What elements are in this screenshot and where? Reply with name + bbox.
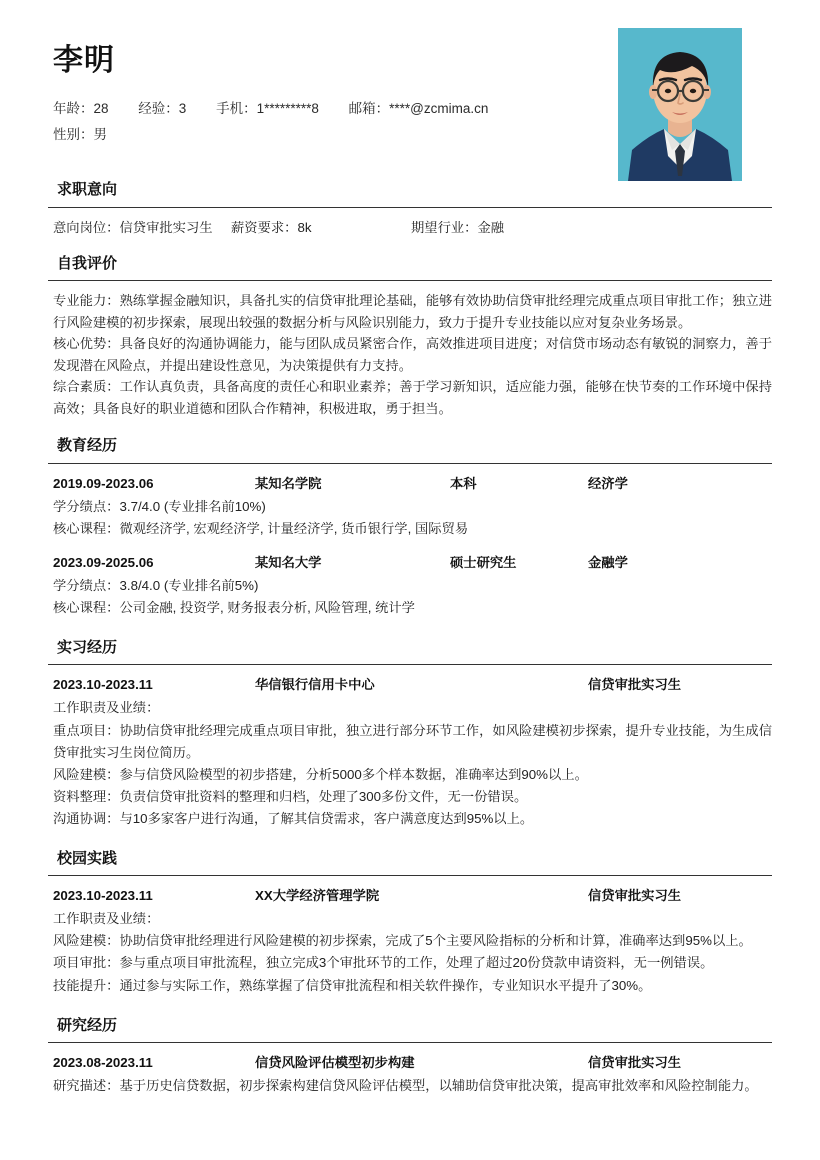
section-self-evaluation	[0, 254, 820, 420]
campus-practice-duty-item: 风险建模：协助信贷审批经理进行风险建模的初步探索，完成了5个主要风险指标的分析和计算，准确率达到95%以上。	[53, 933, 752, 949]
section-job-intention	[0, 180, 820, 237]
job-intention-position	[53, 217, 213, 239]
internship-duty-item: 资料整理：负责信贷审批资料的整理和归档，处理了300多份文件，无一份错误。	[53, 788, 528, 804]
portrait-photo-icon	[618, 28, 742, 181]
avatar	[618, 28, 742, 181]
section-title-job-intention: 求职意向	[57, 181, 118, 198]
research-project: 信贷风险评估模型初步构建	[255, 1055, 415, 1071]
job-intention-salary	[231, 217, 312, 239]
research-date: 2023.08-2023.11	[53, 1055, 153, 1071]
profile-field-experience-value: 3	[178, 101, 187, 116]
profile-field-gender-value: 男	[93, 126, 107, 142]
internship-duty-heading: 工作职责及业绩：	[53, 700, 160, 716]
self-evaluation-paragraph: 核心优势：具备良好的沟通协调能力，能与团队成员紧密合作，高效推进项目进度；对信贷市场动态有敏锐的洞察力，善于发现潜在风险点，并提出建设性意见，为决策提供有力支持。	[53, 336, 772, 373]
job-intention-salary-label: 薪资要求：	[231, 219, 298, 235]
job-intention-industry-value: 金融	[477, 219, 505, 235]
profile-field-age-value: 28	[93, 101, 109, 116]
job-intention-body	[48, 217, 772, 237]
profile-field-gender	[53, 122, 107, 148]
job-intention-position-value: 信贷审批实习生	[119, 219, 213, 235]
education-entry-header	[53, 552, 772, 574]
spacer	[0, 237, 820, 254]
self-evaluation-body	[48, 290, 772, 419]
profile-field-age-label: 年龄：	[53, 101, 94, 116]
section-education	[0, 436, 820, 619]
spacer	[0, 419, 820, 436]
education-gpa: 学分绩点：3.8/4.0 (专业排名前5%)	[53, 577, 259, 593]
self-evaluation-paragraph: 综合素质：工作认真负责，具备高度的责任心和职业素养；善于学习新知识，适应能力强，能够在快节奏的工作环境中保持高效；具备良好的职业道德和团队合作精神，积极进取，勇于担当。	[53, 379, 772, 416]
resume-header	[0, 0, 820, 180]
self-evaluation-paragraph: 专业能力：熟练掌握金融知识，具备扎实的信贷审批理论基础，能够有效协助信贷审批经理完成重点项目审批工作；独立进行风险建模的初步探索，展现出较强的数据分析与风险识别能力，致力于提升专业技能以应对复杂业务场景。	[53, 293, 772, 330]
education-major: 金融学	[588, 554, 628, 570]
education-entry	[53, 552, 772, 619]
internship-duty-item: 重点项目：协助信贷审批经理完成重点项目审批，独立进行部分环节工作，如风险建模初步探索，提升专业技能，为生成信贷审批实习生岗位简历。	[53, 722, 772, 760]
research-entry-header	[53, 1052, 772, 1074]
education-body	[48, 473, 772, 619]
campus-practice-role: 信贷审批实习生	[588, 888, 682, 904]
job-intention-row	[53, 217, 772, 237]
education-date: 2019.09-2023.06	[53, 475, 154, 491]
spacer	[0, 999, 820, 1016]
profile-field-gender-label: 性别：	[53, 126, 94, 142]
section-title-self-evaluation: 自我评价	[57, 254, 118, 272]
profile-field-phone-value: 1*********8	[256, 101, 319, 116]
section-divider	[48, 1042, 772, 1043]
profile-field-email-value: ****@zcmima.cn	[389, 101, 489, 116]
profile-field-age	[53, 96, 109, 122]
profile-field-email-label: 邮箱：	[348, 101, 390, 116]
education-gpa: 学分绩点：3.7/4.0 (专业排名前10%)	[53, 498, 266, 514]
section-divider	[48, 207, 772, 208]
page-title: 李明	[53, 44, 115, 77]
campus-practice-body	[48, 885, 772, 996]
job-intention-salary-value: 8k	[297, 219, 312, 235]
research-body	[48, 1052, 772, 1097]
profile-field-phone	[216, 96, 319, 122]
section-title-campus-practice: 校园实践	[57, 849, 118, 867]
spacer	[0, 621, 820, 638]
profile-field-experience-label: 经验：	[138, 101, 179, 116]
education-date: 2023.09-2025.06	[53, 554, 154, 570]
section-research	[0, 1016, 820, 1098]
campus-practice-entry	[53, 885, 772, 996]
profile-field-phone-label: 手机：	[216, 101, 257, 116]
education-major: 经济学	[588, 475, 628, 491]
education-degree: 本科	[450, 475, 477, 491]
research-description: 研究描述：基于历史信贷数据，初步探索构建信贷风险评估模型，以辅助信贷审批决策，提高审批效率和风险控制能力。	[53, 1078, 758, 1094]
profile-field-experience	[138, 96, 186, 122]
section-internship	[0, 638, 820, 830]
section-title-research: 研究经历	[57, 1016, 118, 1034]
section-divider	[48, 664, 772, 665]
campus-practice-duty-heading: 工作职责及业绩：	[53, 911, 160, 927]
internship-body	[48, 674, 772, 829]
education-courses: 核心课程：微观经济学, 宏观经济学, 计量经济学, 货币银行学, 国际贸易	[53, 520, 469, 536]
profile-field-email	[349, 96, 489, 122]
education-degree: 硕士研究生	[450, 554, 517, 570]
research-entry	[53, 1052, 772, 1097]
internship-date: 2023.10-2023.11	[53, 677, 153, 693]
education-school: 某知名学院	[255, 475, 322, 491]
section-divider	[48, 875, 772, 876]
spacer	[0, 832, 820, 849]
internship-entry-header	[53, 674, 772, 696]
internship-duty-item: 风险建模：参与信贷风险模型的初步搭建，分析5000多个样本数据，准确率达到90%以上。	[53, 766, 588, 782]
education-entry	[53, 473, 772, 540]
job-intention-position-label: 意向岗位：	[53, 219, 120, 235]
campus-practice-entry-header	[53, 885, 772, 907]
section-divider	[48, 280, 772, 281]
internship-company: 华信银行信用卡中心	[255, 677, 375, 693]
education-entry-header	[53, 473, 772, 495]
campus-practice-organization: XX大学经济管理学院	[255, 888, 380, 904]
research-role: 信贷审批实习生	[588, 1055, 682, 1071]
internship-role: 信贷审批实习生	[588, 677, 682, 693]
internship-duty-item: 沟通协调：与10多家客户进行沟通，了解其信贷需求，客户满意度达到95%以上。	[53, 810, 534, 826]
job-intention-industry-label: 期望行业：	[411, 219, 478, 235]
section-title-internship: 实习经历	[57, 638, 118, 656]
section-title-education: 教育经历	[57, 437, 118, 455]
job-intention-industry	[411, 217, 504, 239]
campus-practice-duty-item: 技能提升：通过参与实际工作，熟练掌握了信贷审批流程和相关软件操作，专业知识水平提升了30%。	[53, 977, 652, 993]
education-school: 某知名大学	[255, 554, 322, 570]
campus-practice-duty-item: 项目审批：参与重点项目审批流程，独立完成3个审批环节的工作，处理了超过20份贷款申请资料，无一例错误。	[53, 955, 714, 971]
education-courses: 核心课程：公司金融, 投资学, 财务报表分析, 风险管理, 统计学	[53, 599, 415, 615]
campus-practice-date: 2023.10-2023.11	[53, 888, 153, 904]
section-divider	[48, 463, 772, 464]
internship-entry	[53, 674, 772, 829]
section-campus-practice	[0, 849, 820, 997]
spacer	[53, 542, 772, 552]
